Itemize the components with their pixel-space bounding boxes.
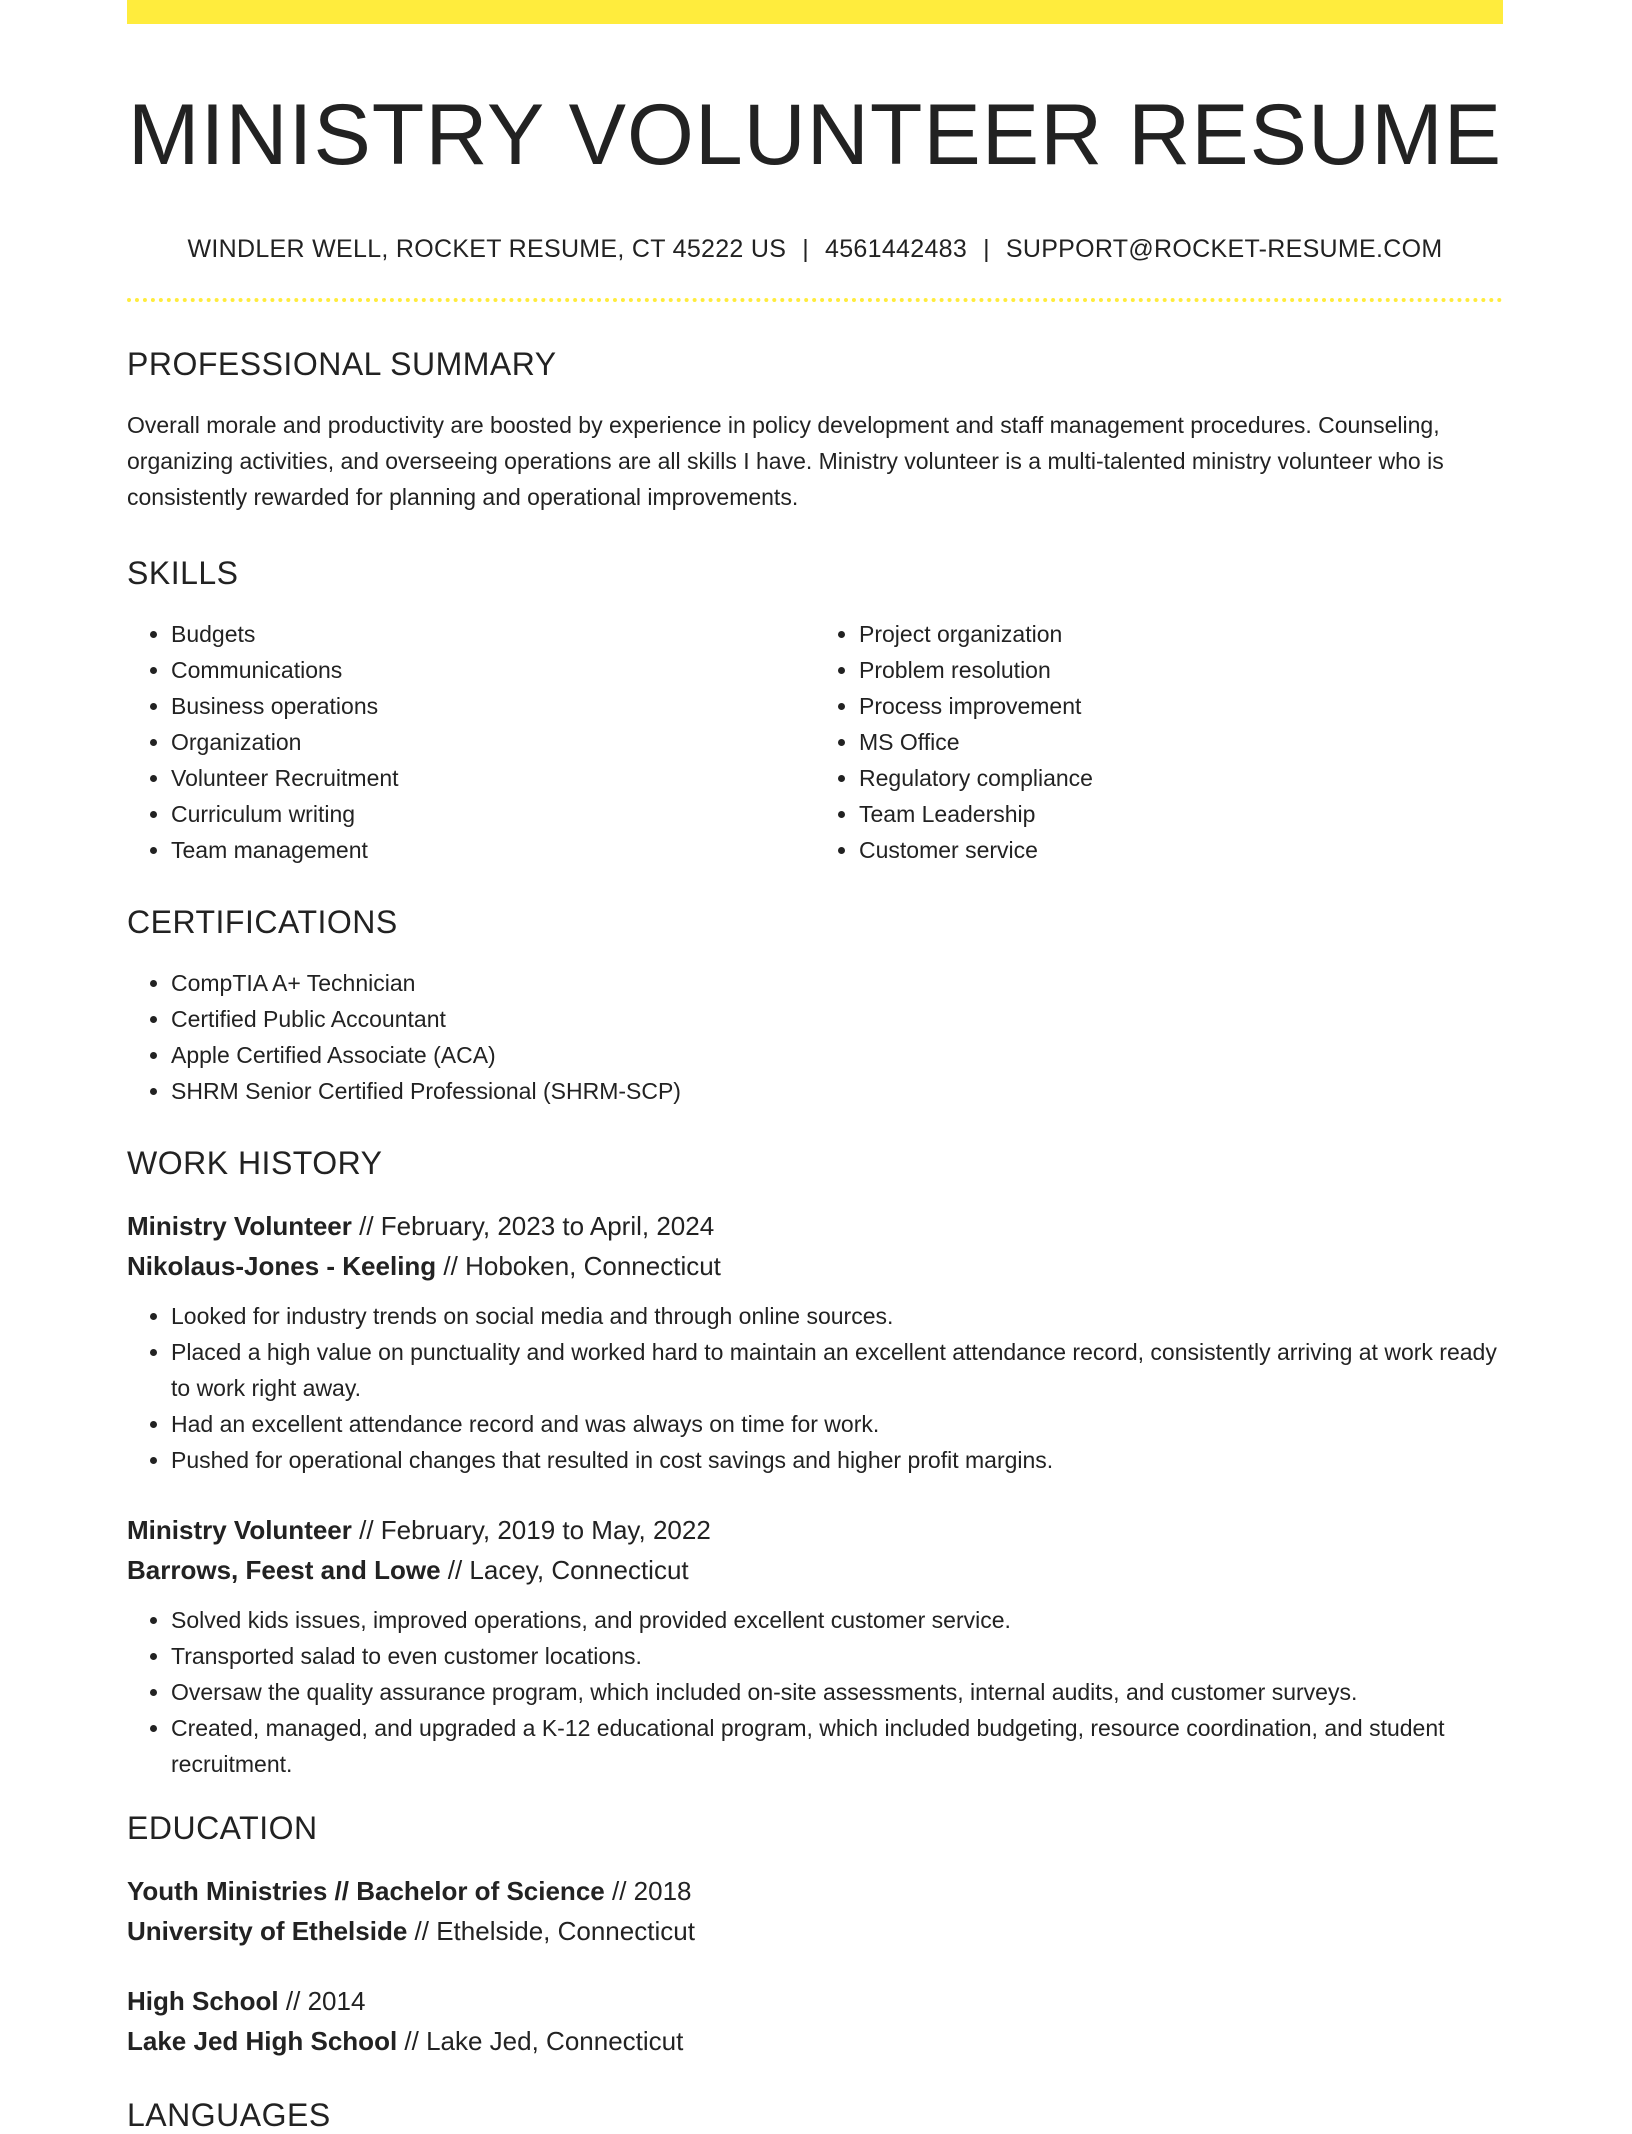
skills-columns bbox=[127, 616, 1503, 868]
skill-item: • Process improvement bbox=[859, 688, 1503, 724]
section-title-languages: LANGUAGES bbox=[127, 2097, 331, 2134]
section-title-summary: PROFESSIONAL SUMMARY bbox=[127, 346, 557, 383]
contact-separator: | bbox=[802, 235, 810, 264]
job-bullet: • Had an excellent attendance record and was always on time for work. bbox=[171, 1406, 1503, 1442]
contact-phone[interactable]: 4561442483 bbox=[825, 235, 968, 264]
skill-item: • Organization bbox=[171, 724, 815, 760]
certification-item: • Certified Public Accountant bbox=[171, 1001, 1503, 1037]
skill-item: • MS Office bbox=[859, 724, 1503, 760]
skill-item: • Curriculum writing bbox=[171, 796, 815, 832]
skill-item: • Volunteer Recruitment bbox=[171, 760, 815, 796]
certifications-list bbox=[127, 965, 1503, 1109]
section-title-education: EDUCATION bbox=[127, 1810, 318, 1847]
job-entry bbox=[127, 1510, 1503, 1782]
education-year: // 2018 bbox=[604, 1876, 692, 1907]
job-company: Nikolaus-Jones - Keeling bbox=[127, 1251, 437, 1282]
contact-separator: | bbox=[983, 235, 990, 264]
job-bullet: • Transported salad to even customer locations. bbox=[171, 1638, 1503, 1674]
education-degree: High School bbox=[127, 1986, 279, 2017]
education-location: // Lake Jed, Connecticut bbox=[397, 2026, 684, 2057]
section-title-work-history: WORK HISTORY bbox=[127, 1145, 383, 1182]
dotted-divider bbox=[127, 298, 1503, 302]
job-company-line bbox=[127, 1550, 1503, 1590]
job-bullet: • Oversaw the quality assurance program, which included on-site assessments, internal audits, and customer surveys. bbox=[171, 1674, 1503, 1710]
education-location: // Ethelside, Connecticut bbox=[407, 1916, 695, 1947]
education-school-line bbox=[127, 2021, 1503, 2061]
job-dates: // February, 2019 to May, 2022 bbox=[351, 1515, 711, 1546]
skill-item: • Customer service bbox=[859, 832, 1503, 868]
education-school-line bbox=[127, 1911, 1503, 1951]
job-dates: // February, 2023 to April, 2024 bbox=[351, 1211, 715, 1242]
skill-item: • Budgets bbox=[171, 616, 815, 652]
certification-item: • Apple Certified Associate (ACA) bbox=[171, 1037, 1503, 1073]
resume-page bbox=[127, 0, 1503, 2134]
contact-line bbox=[127, 235, 1503, 264]
job-bullet: • Looked for industry trends on social media and through online sources. bbox=[171, 1298, 1503, 1334]
job-entry bbox=[127, 1206, 1503, 1478]
education-entry bbox=[127, 1871, 1503, 1951]
skill-item: • Project organization bbox=[859, 616, 1503, 652]
job-bullet-list bbox=[127, 1602, 1503, 1782]
job-bullet: • Solved kids issues, improved operations, and provided excellent customer service. bbox=[171, 1602, 1503, 1638]
job-role-line bbox=[127, 1206, 1503, 1246]
education-year: // 2014 bbox=[278, 1986, 366, 2017]
education-degree-line bbox=[127, 1981, 1503, 2021]
job-bullet: • Created, managed, and upgraded a K-12 educational program, which included budgeting, resource coordination, and student recruitment. bbox=[171, 1710, 1503, 1782]
skills-list-right bbox=[815, 616, 1503, 868]
skill-item: • Business operations bbox=[171, 688, 815, 724]
contact-email[interactable]: SUPPORT@ROCKET-RESUME.COM bbox=[1005, 235, 1443, 264]
job-company-line bbox=[127, 1246, 1503, 1286]
resume-title: MINISTRY VOLUNTEER RESUME bbox=[127, 87, 1503, 183]
job-role: Ministry Volunteer bbox=[127, 1515, 352, 1546]
education-degree-line bbox=[127, 1871, 1503, 1911]
skill-item: • Team management bbox=[171, 832, 815, 868]
section-title-skills: SKILLS bbox=[127, 555, 239, 592]
skill-item: • Problem resolution bbox=[859, 652, 1503, 688]
skill-item: • Team Leadership bbox=[859, 796, 1503, 832]
job-role-line bbox=[127, 1510, 1503, 1550]
accent-bar bbox=[127, 0, 1503, 24]
job-location: // Lacey, Connecticut bbox=[440, 1555, 689, 1586]
education-school: University of Ethelside bbox=[127, 1916, 408, 1947]
job-bullet: • Pushed for operational changes that resulted in cost savings and higher profit margins. bbox=[171, 1442, 1503, 1478]
summary-text: Overall morale and productivity are boosted by experience in policy development and staff management procedures. Counseling, organizing activities, and overseeing operations are all skills I have. Ministry volunteer is a multi-talented ministry volunteer who is consistently rewarded for planning and operational improvements. bbox=[127, 412, 1444, 511]
job-bullet-list bbox=[127, 1298, 1503, 1478]
contact-address: WINDLER WELL, ROCKET RESUME, CT 45222 US bbox=[187, 235, 787, 264]
skill-item: • Communications bbox=[171, 652, 815, 688]
education-entry bbox=[127, 1981, 1503, 2061]
job-bullet: • Placed a high value on punctuality and worked hard to maintain an excellent attendance record, consistently arriving at work ready to work right away. bbox=[171, 1334, 1503, 1406]
job-company: Barrows, Feest and Lowe bbox=[127, 1555, 441, 1586]
section-title-certifications: CERTIFICATIONS bbox=[127, 904, 398, 941]
job-location: // Hoboken, Connecticut bbox=[436, 1251, 721, 1282]
certification-item: • CompTIA A+ Technician bbox=[171, 965, 1503, 1001]
skills-list-left bbox=[127, 616, 815, 868]
education-degree: Youth Ministries // Bachelor of Science bbox=[127, 1876, 605, 1907]
skill-item: • Regulatory compliance bbox=[859, 760, 1503, 796]
education-school: Lake Jed High School bbox=[127, 2026, 398, 2057]
job-role: Ministry Volunteer bbox=[127, 1211, 352, 1242]
certification-item: • SHRM Senior Certified Professional (SHRM-SCP) bbox=[171, 1073, 1503, 1109]
